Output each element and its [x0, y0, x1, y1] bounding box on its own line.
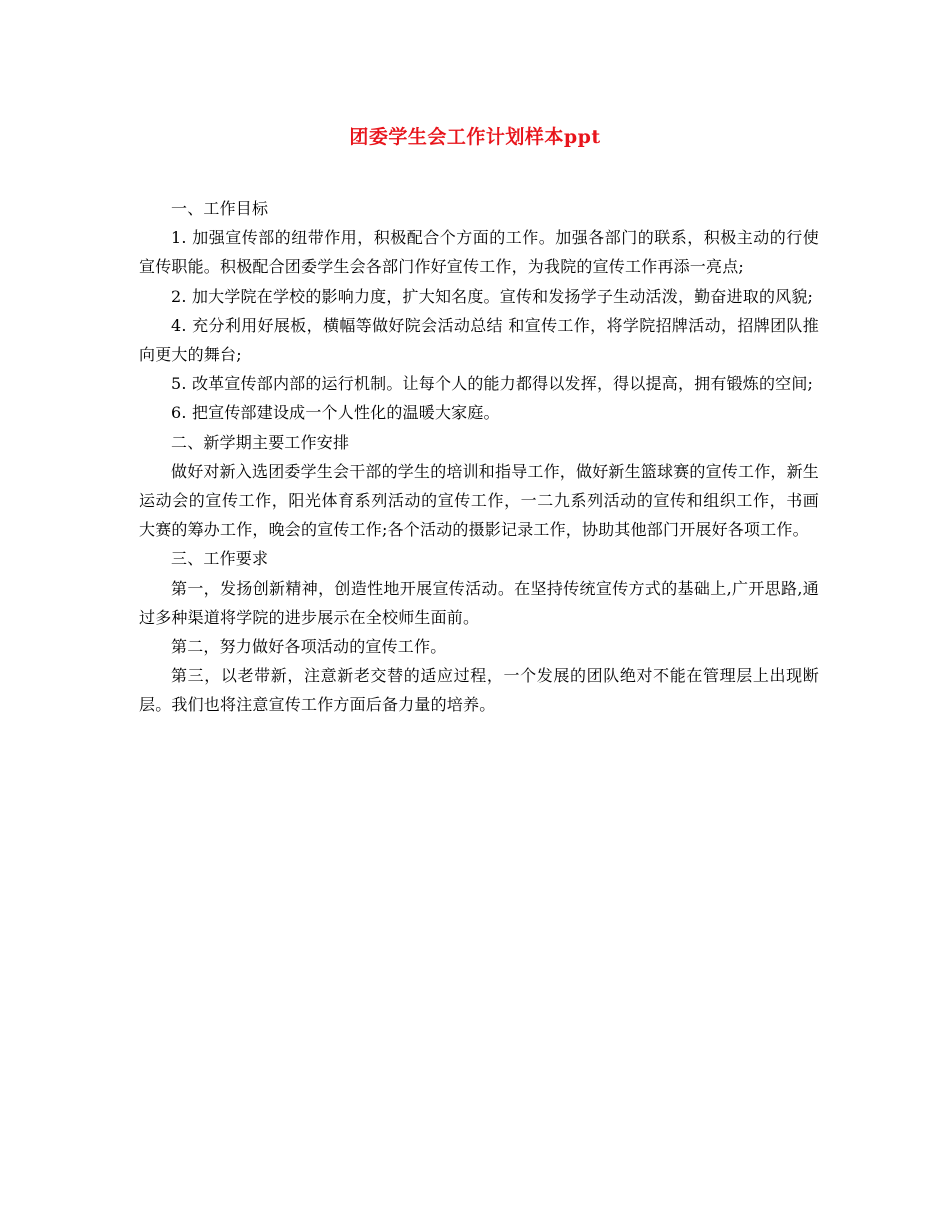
requirement-first: 第一，发扬创新精神，创造性地开展宣传活动。在坚持传统宣传方式的基础上,广开思路,通过多种渠道将学院的进步展示在全校师生面前。	[139, 578, 819, 627]
document-body	[139, 194, 819, 720]
goal-item-2: 2. 加大学院在学校的影响力度，扩大知名度。宣传和发扬学子生动活泼，勤奋进取的风貌;	[171, 286, 814, 306]
section-heading-goals: 一、工作目标	[171, 199, 269, 218]
requirement-third: 第三，以老带新，注意新老交替的适应过程，一个发展的团队绝对不能在管理层上出现断层。我们也将注意宣传工作方面后备力量的培养。	[139, 666, 819, 715]
goal-item-1: 1. 加强宣传部的纽带作用，积极配合个方面的工作。加强各部门的联系，积极主动的行使宣传职能。积极配合团委学生会各部门作好宣传工作，为我院的宣传工作再添一亮点;	[139, 228, 819, 277]
section-heading-arrangement: 二、新学期主要工作安排	[171, 432, 350, 452]
section-heading-requirements: 三、工作要求	[171, 549, 269, 569]
document-title: 团委学生会工作计划样本ppt	[349, 126, 601, 148]
arrangement-paragraph: 做好对新入选团委学生会干部的学生的培训和指导工作，做好新生篮球赛的宣传工作，新生运动会的宣传工作，阳光体育系列活动的宣传工作，一二九系列活动的宣传和组织工作，书画大赛的筹办工作，晚会的宣传工作;各个活动的摄影记录工作，协助其他部门开展好各项工作。	[139, 461, 820, 540]
requirement-second: 第二，努力做好各项活动的宣传工作。	[171, 637, 447, 657]
goal-item-4: 4. 充分利用好展板，横幅等做好院会活动总结 和宣传工作，将学院招牌活动，招牌团队推向更大的舞台;	[139, 315, 819, 365]
goal-item-6: 6. 把宣传部建设成一个人性化的温暖大家庭。	[171, 403, 500, 423]
goal-item-5: 5. 改革宣传部内部的运行机制。让每个人的能力都得以发挥，得以提高，拥有锻炼的空间;	[171, 374, 814, 394]
